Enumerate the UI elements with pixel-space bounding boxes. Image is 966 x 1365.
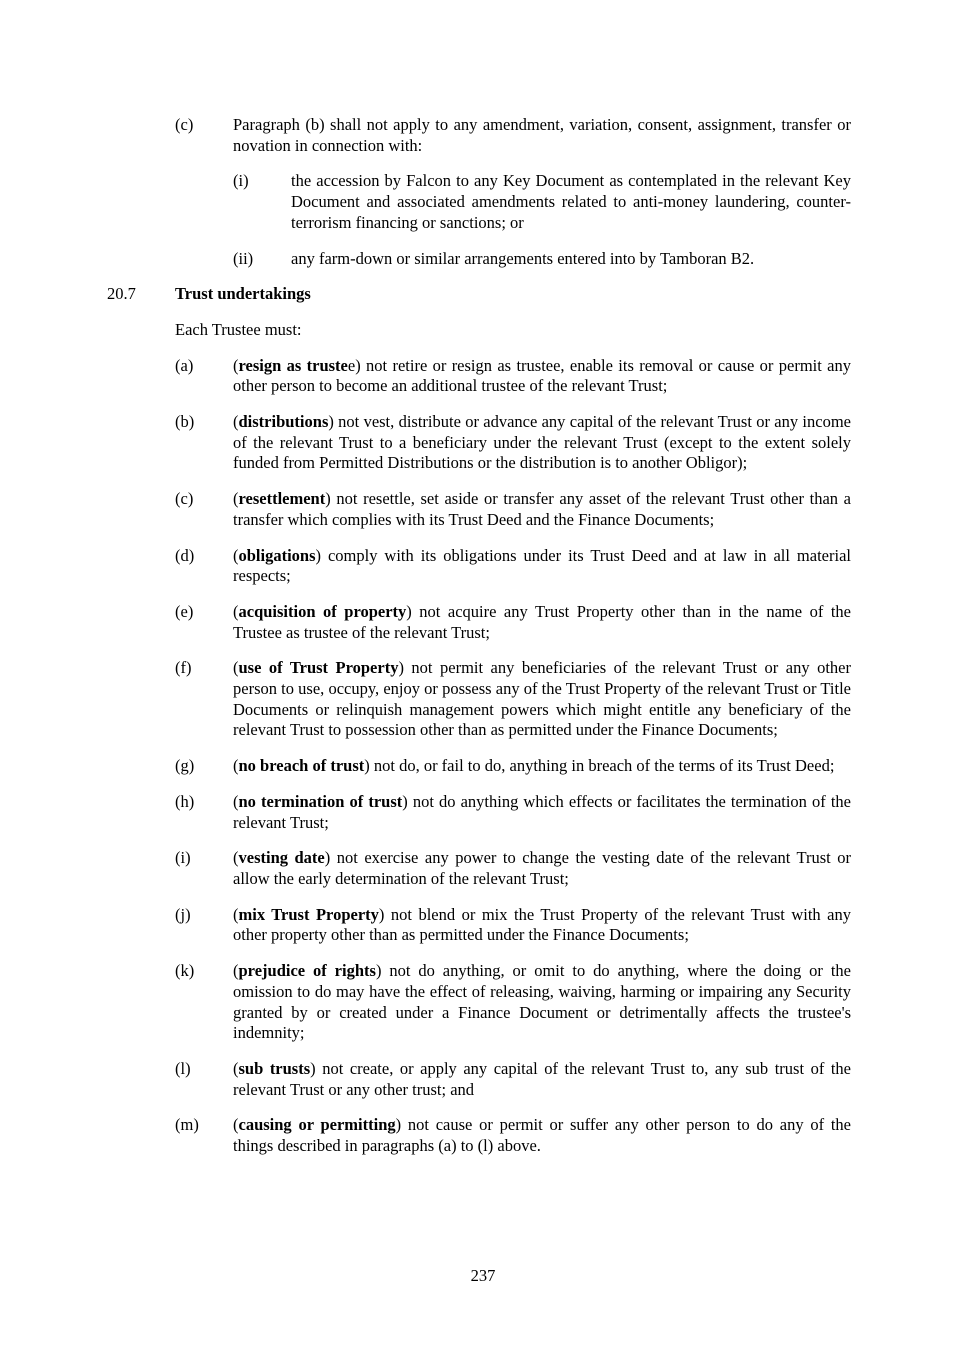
section-heading xyxy=(107,284,851,305)
trust-item-text: (use of Trust Property) not permit any beneficiaries of the relevant Trust or any other person to use, occupy, enjoy or possess any of the Trust Property of the relevant Trust or Title Documents or relinquish management powers which might entitle any beneficiary of the relevant Trust to possession other than as permitted under the Finance Documents; xyxy=(233,658,851,740)
trust-item-keyword: obligations xyxy=(238,545,316,565)
section-number: 20.7 xyxy=(107,284,136,304)
trust-item-keyword: no breach of trust xyxy=(238,756,365,776)
trust-item-text: (resign as trustee) not retire or resign as trustee, enable its removal or cause or permit any other person to become an additional trustee of the relevant Trust; xyxy=(233,355,852,396)
trust-item-text: (mix Trust Property) not blend or mix the Trust Property of the relevant Trust with any other property other than as permitted under the Finance Documents; xyxy=(233,904,851,945)
trust-item-label: (f) xyxy=(175,658,192,678)
trust-item-keyword: distributions xyxy=(238,412,329,432)
trust-item-text: (causing or permitting) not cause or permit or suffer any other person to do any of the things described in paragraphs (a) to (l) above. xyxy=(233,1115,851,1156)
subclause-text: the accession by Falcon to any Key Document as contemplated in the relevant Key Document and associated amendments related to anti-money laundering, counter-terrorism financing or sanctions; or xyxy=(291,171,851,232)
trust-item-row xyxy=(175,1115,851,1156)
trust-item-label: (l) xyxy=(175,1058,191,1078)
trust-item-label: (i) xyxy=(175,848,191,868)
trust-item-keyword: no termination of trust xyxy=(238,791,403,811)
trust-item-keyword: resign as truste xyxy=(238,355,348,375)
trust-item-text: (vesting date) not exercise any power to change the vesting date of the relevant Trust or allow the early determination of the relevant Trust; xyxy=(233,848,851,888)
section-title: Trust undertakings xyxy=(175,284,311,304)
subclause-label: (i) xyxy=(233,171,249,191)
trust-item-keyword: acquisition of property xyxy=(238,601,407,621)
page-number: 237 xyxy=(470,1266,496,1285)
trust-item-label: (h) xyxy=(175,791,195,811)
subclause-list xyxy=(107,171,851,269)
trust-item-keyword: use of Trust Property xyxy=(238,658,399,678)
subclause-row xyxy=(233,249,851,270)
trust-item-row xyxy=(175,1059,851,1100)
trust-item-label: (k) xyxy=(175,961,195,981)
trust-item-row xyxy=(175,961,851,1044)
section-intro: Each Trustee must: xyxy=(175,319,302,339)
trust-item-row xyxy=(175,756,851,777)
clause-c xyxy=(175,115,851,156)
trust-item-keyword: causing or permitting xyxy=(238,1115,396,1135)
trust-item-label: (b) xyxy=(175,412,195,432)
trust-item-row xyxy=(175,658,851,741)
trust-item-row xyxy=(175,602,851,643)
trust-item-keyword: sub trusts xyxy=(238,1058,311,1078)
trust-item-label: (m) xyxy=(175,1115,199,1135)
clause-c-text: Paragraph (b) shall not apply to any amendment, variation, consent, assignment, transfer or novation in connection with: xyxy=(233,115,851,155)
trust-item-label: (j) xyxy=(175,904,191,924)
trust-item-keyword: resettlement xyxy=(238,489,326,509)
trust-item-row xyxy=(175,356,851,397)
trust-item-list xyxy=(107,356,851,1157)
trust-item-label: (a) xyxy=(175,355,194,375)
subclause-text: any farm-down or similar arrangements entered into by Tamboran B2. xyxy=(291,248,755,268)
trust-item-label: (c) xyxy=(175,489,194,509)
trust-item-row xyxy=(175,412,851,474)
trust-item-keyword: mix Trust Property xyxy=(238,904,379,924)
trust-item-keyword: vesting date xyxy=(238,848,325,868)
trust-item-label: (e) xyxy=(175,601,194,621)
trust-item-text: (resettlement) not resettle, set aside or transfer any asset of the relevant Trust other than a transfer which complies with its Trust Deed and the Finance Documents; xyxy=(233,489,851,529)
subclause-label: (ii) xyxy=(233,248,254,268)
trust-item-row xyxy=(175,905,851,946)
trust-item-row xyxy=(175,489,851,530)
trust-item-row xyxy=(175,848,851,889)
trust-item-text: (no breach of trust) not do, or fail to do, anything in breach of the terms of its Trust Deed; xyxy=(233,756,835,776)
trust-item-row xyxy=(175,792,851,833)
trust-item-text: (no termination of trust) not do anything which effects or facilitates the termination of the relevant Trust; xyxy=(233,791,852,832)
trust-item-text: (distributions) not vest, distribute or advance any capital of the relevant Trust or any income of the relevant Trust to a beneficiary under the relevant Trust (except to the extent solely funded from Permitted Distributions or the distribution is to another Obligor); xyxy=(233,412,851,473)
trust-item-text: (sub trusts) not create, or apply any capital of the relevant Trust to, any sub trust of the relevant Trust or any other trust; and xyxy=(233,1058,852,1099)
subclause-row xyxy=(233,171,851,233)
trust-item-label: (d) xyxy=(175,545,195,565)
trust-item-text: (obligations) comply with its obligations under its Trust Deed and at law in all material respects; xyxy=(233,545,851,586)
trust-item-text: (prejudice of rights) not do anything, or omit to do anything, where the doing or the omission to do may have the effect of releasing, waiving, harming or impairing any Security granted by or created under a Finance Document or detrimentally affects the trustee's indemnity; xyxy=(233,961,851,1043)
trust-item-label: (g) xyxy=(175,756,195,776)
trust-item-keyword: prejudice of rights xyxy=(238,961,376,981)
trust-item-row xyxy=(175,546,851,587)
trust-item-text: (acquisition of property) not acquire any Trust Property other than in the name of the Trustee as trustee of the relevant Trust; xyxy=(233,601,851,642)
clause-c-label: (c) xyxy=(175,115,194,134)
